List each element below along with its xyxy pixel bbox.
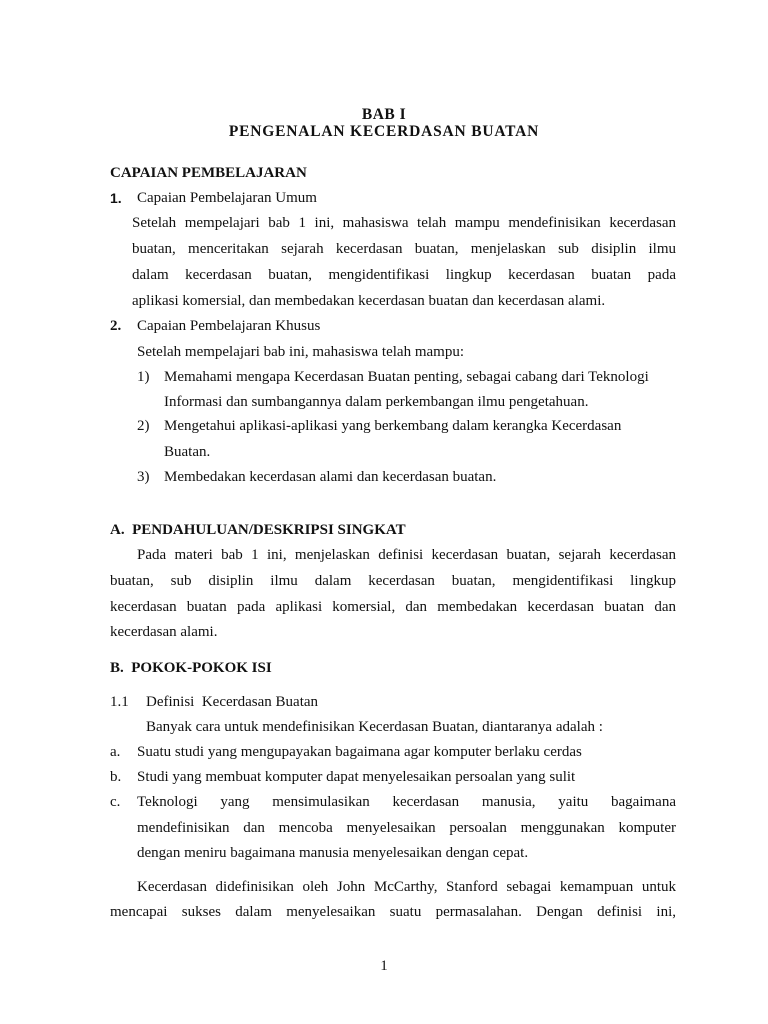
body-paragraph-line: mencapai sukses dalam menyelesaikan suatu permasalahan. Dengan definisi ini, (110, 904, 676, 920)
capaian-umum-line: buatan, menceritakan sejarah kecerdasan buatan, menjelaskan sub disiplin ilmu (132, 241, 676, 257)
capaian-umum-label: Capaian Pembelajaran Umum (137, 190, 317, 206)
list-item-number: 1) (137, 369, 150, 385)
section-b-intro: Banyak cara untuk mendefinisikan Kecerdasan Buatan, diantaranya adalah : (146, 719, 603, 735)
body-paragraph-line: Kecerdasan didefinisikan oleh John McCarthy, Stanford sebagai kemampuan untuk (137, 879, 676, 895)
list-item-text: Memahami mengapa Kecerdasan Buatan penting, sebagai cabang dari Teknologi (164, 369, 649, 385)
definition-letter: b. (110, 769, 122, 785)
list-item-text: Membedakan kecerdasan alami dan kecerdasan buatan. (164, 469, 497, 485)
capaian-umum-line: dalam kecerdasan buatan, mengidentifikasi lingkup kecerdasan buatan pada (132, 267, 676, 283)
capaian-khusus-intro: Setelah mempelajari bab ini, mahasiswa telah mampu: (137, 344, 464, 360)
definition-text: mendefinisikan dan mencoba menyelesaikan persoalan menggunakan komputer (137, 820, 676, 836)
subsection-number: 1.1 (110, 694, 129, 710)
section-a-heading: A. PENDAHULUAN/DESKRIPSI SINGKAT (110, 522, 406, 538)
capaian-heading: CAPAIAN PEMBELAJARAN (110, 165, 307, 181)
section-a-line: Pada materi bab 1 ini, menjelaskan definisi kecerdasan buatan, sejarah kecerdasan (137, 547, 676, 563)
list-item-text: Mengetahui aplikasi-aplikasi yang berkembang dalam kerangka Kecerdasan (164, 418, 622, 434)
capaian-umum-line: Setelah mempelajari bab 1 ini, mahasiswa telah mampu mendefinisikan kecerdasan (132, 215, 676, 231)
section-b-heading: B. POKOK-POKOK ISI (110, 660, 272, 676)
capaian-khusus-number: 2. (110, 318, 122, 334)
list-item-number: 2) (137, 418, 150, 434)
capaian-khusus-label: Capaian Pembelajaran Khusus (137, 318, 321, 334)
definition-text: dengan meniru bagaimana manusia menyelesaikan dengan cepat. (137, 845, 529, 861)
definition-letter: a. (110, 744, 121, 760)
section-a-line: kecerdasan buatan pada aplikasi komersial, dan membedakan kecerdasan buatan dan (110, 599, 676, 615)
list-item-text: Buatan. (164, 444, 211, 460)
chapter-label: BAB I (361, 106, 407, 123)
list-item-text: Informasi dan sumbangannya dalam perkembangan ilmu pengetahuan. (164, 394, 589, 410)
capaian-umum-line: aplikasi komersial, dan membedakan kecerdasan buatan dan kecerdasan alami. (132, 293, 606, 309)
definition-text: Studi yang membuat komputer dapat menyelesaikan persoalan yang sulit (137, 769, 576, 785)
definition-text: Suatu studi yang mengupayakan bagaimana agar komputer berlaku cerdas (137, 744, 582, 760)
chapter-title: PENGENALAN KECERDASAN BUATAN (228, 123, 540, 140)
list-item-number: 3) (137, 469, 150, 485)
page-number: 1 (380, 958, 388, 974)
definition-letter: c. (110, 794, 121, 810)
capaian-umum-number: 1. (110, 190, 122, 206)
section-a-line: buatan, sub disiplin ilmu dalam kecerdasan buatan, mengidentifikasi lingkup (110, 573, 676, 589)
subsection-title: Definisi Kecerdasan Buatan (146, 694, 319, 710)
section-a-line: kecerdasan alami. (110, 624, 218, 640)
definition-text: Teknologi yang mensimulasikan kecerdasan manusia, yaitu bagaimana (137, 794, 676, 810)
